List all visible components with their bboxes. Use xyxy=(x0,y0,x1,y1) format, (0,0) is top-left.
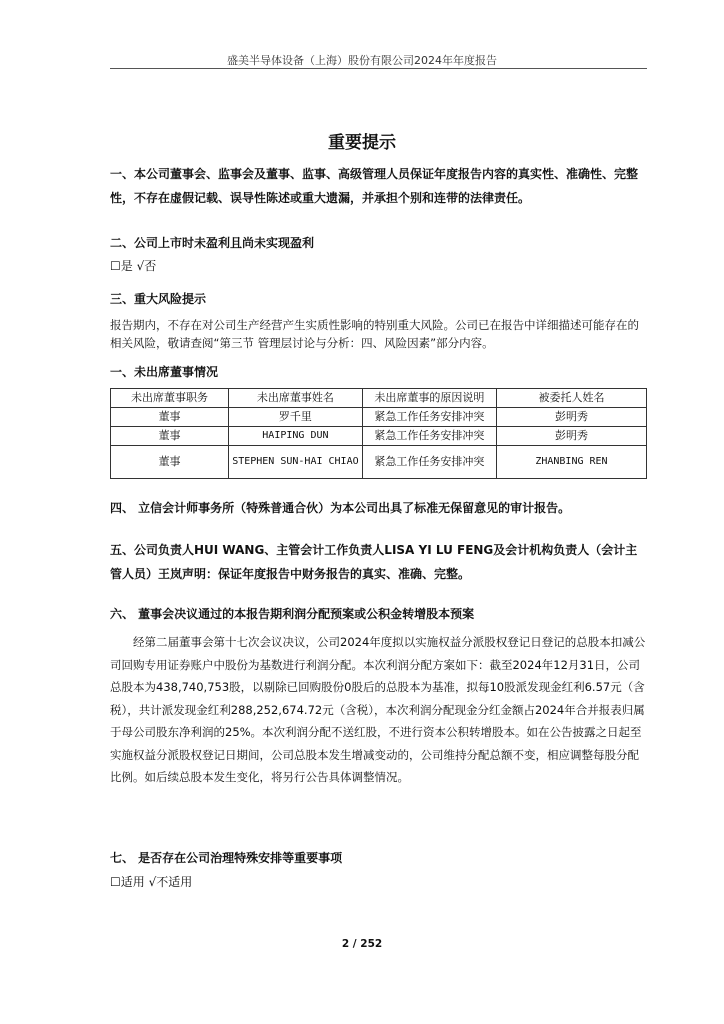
table-cell: 罗千里 xyxy=(228,408,362,427)
column-header: 未出席董事职务 xyxy=(111,389,229,408)
section-1-statement: 一、本公司董事会、监事会及董事、监事、高级管理人员保证年度报告内容的真实性、准确性、完整性，不存在虚假记载、误导性陈述或重大遗漏，并承担个别和连带的法律责任。 xyxy=(110,167,639,205)
table-cell: ZHANBING REN xyxy=(496,446,646,479)
table-header-row xyxy=(111,389,647,408)
table-row xyxy=(111,427,647,446)
absent-directors-heading: 一、未出席董事情况 xyxy=(110,365,219,379)
page-header: 盛美半导体设备（上海）股份有限公司2024年年度报告 xyxy=(227,54,497,67)
header-divider xyxy=(110,68,647,69)
table-cell: 紧急工作任务安排冲突 xyxy=(362,427,496,446)
section-6-heading: 六、 董事会决议通过的本报告期利润分配预案或公积金转增股本预案 xyxy=(110,607,475,621)
table-cell: 董事 xyxy=(111,446,229,479)
table-cell: 紧急工作任务安排冲突 xyxy=(362,446,496,479)
table-cell: 彭明秀 xyxy=(496,408,646,427)
section-7-options: ☐适用 √不适用 xyxy=(110,875,193,889)
table-cell: 彭明秀 xyxy=(496,427,646,446)
table-cell: HAIPING DUN xyxy=(228,427,362,446)
table-cell: STEPHEN SUN-HAI CHIAO xyxy=(228,446,362,479)
section-3-body: 报告期内，不存在对公司生产经营产生实质性影响的特别重大风险。公司已在报告中详细描述可能存在的相关风险，敬请查阅“第三节 管理层讨论与分析：四、风险因素”部分内容。 xyxy=(110,318,639,350)
section-2-options: ☐是 √否 xyxy=(110,259,157,273)
table-row xyxy=(111,408,647,427)
column-header: 未出席董事的原因说明 xyxy=(362,389,496,408)
section-7-heading: 七、 是否存在公司治理特殊安排等重要事项 xyxy=(110,851,343,865)
table-row xyxy=(111,446,647,479)
section-6-body: 经第二届董事会第十七次会议决议，公司2024年度拟以实施权益分派股权登记日登记的总股本扣减公司回购专用证券账户中股份为基数进行利润分配。本次利润分配方案如下：截至2024年12月31日，公司总股本为438,740,753股，以剔除已回购股份0股后的总股本为基准，拟每10股派发现金红利6.57元（含税），共计派发现金红利288,252,674.72元（含税），本次利润分配现金分红金额占2024年合并报表归属于母公司股东净利润的25%。本次利润分配不送红股，不进行资本公积转增股本。如在公告披露之日起至实施权益分派股权登记日期间，公司总股本发生增减变动的，公司维持分配总额不变，相应调整每股分配比例。如后续总股本发生变化，将另行公告具体调整情况。 xyxy=(110,635,646,784)
column-header: 未出席董事姓名 xyxy=(228,389,362,408)
table-cell: 紧急工作任务安排冲突 xyxy=(362,408,496,427)
absent-directors-table xyxy=(110,388,647,479)
column-header: 被委托人姓名 xyxy=(496,389,646,408)
page-title: 重要提示 xyxy=(328,133,396,153)
section-5-statement: 五、公司负责人HUI WANG、主管会计工作负责人LISA YI LU FENG及会计机构负责人（会计主管人员）王岚声明：保证年度报告中财务报告的真实、准确、完整。 xyxy=(110,543,638,581)
page-number: 2 / 252 xyxy=(341,938,383,950)
section-4-statement: 四、 立信会计师事务所（特殊普通合伙）为本公司出具了标准无保留意见的审计报告。 xyxy=(110,501,571,515)
section-2-heading: 二、公司上市时未盈利且尚未实现盈利 xyxy=(110,236,315,250)
table-cell: 董事 xyxy=(111,408,229,427)
table-cell: 董事 xyxy=(111,427,229,446)
section-3-heading: 三、重大风险提示 xyxy=(110,292,207,306)
